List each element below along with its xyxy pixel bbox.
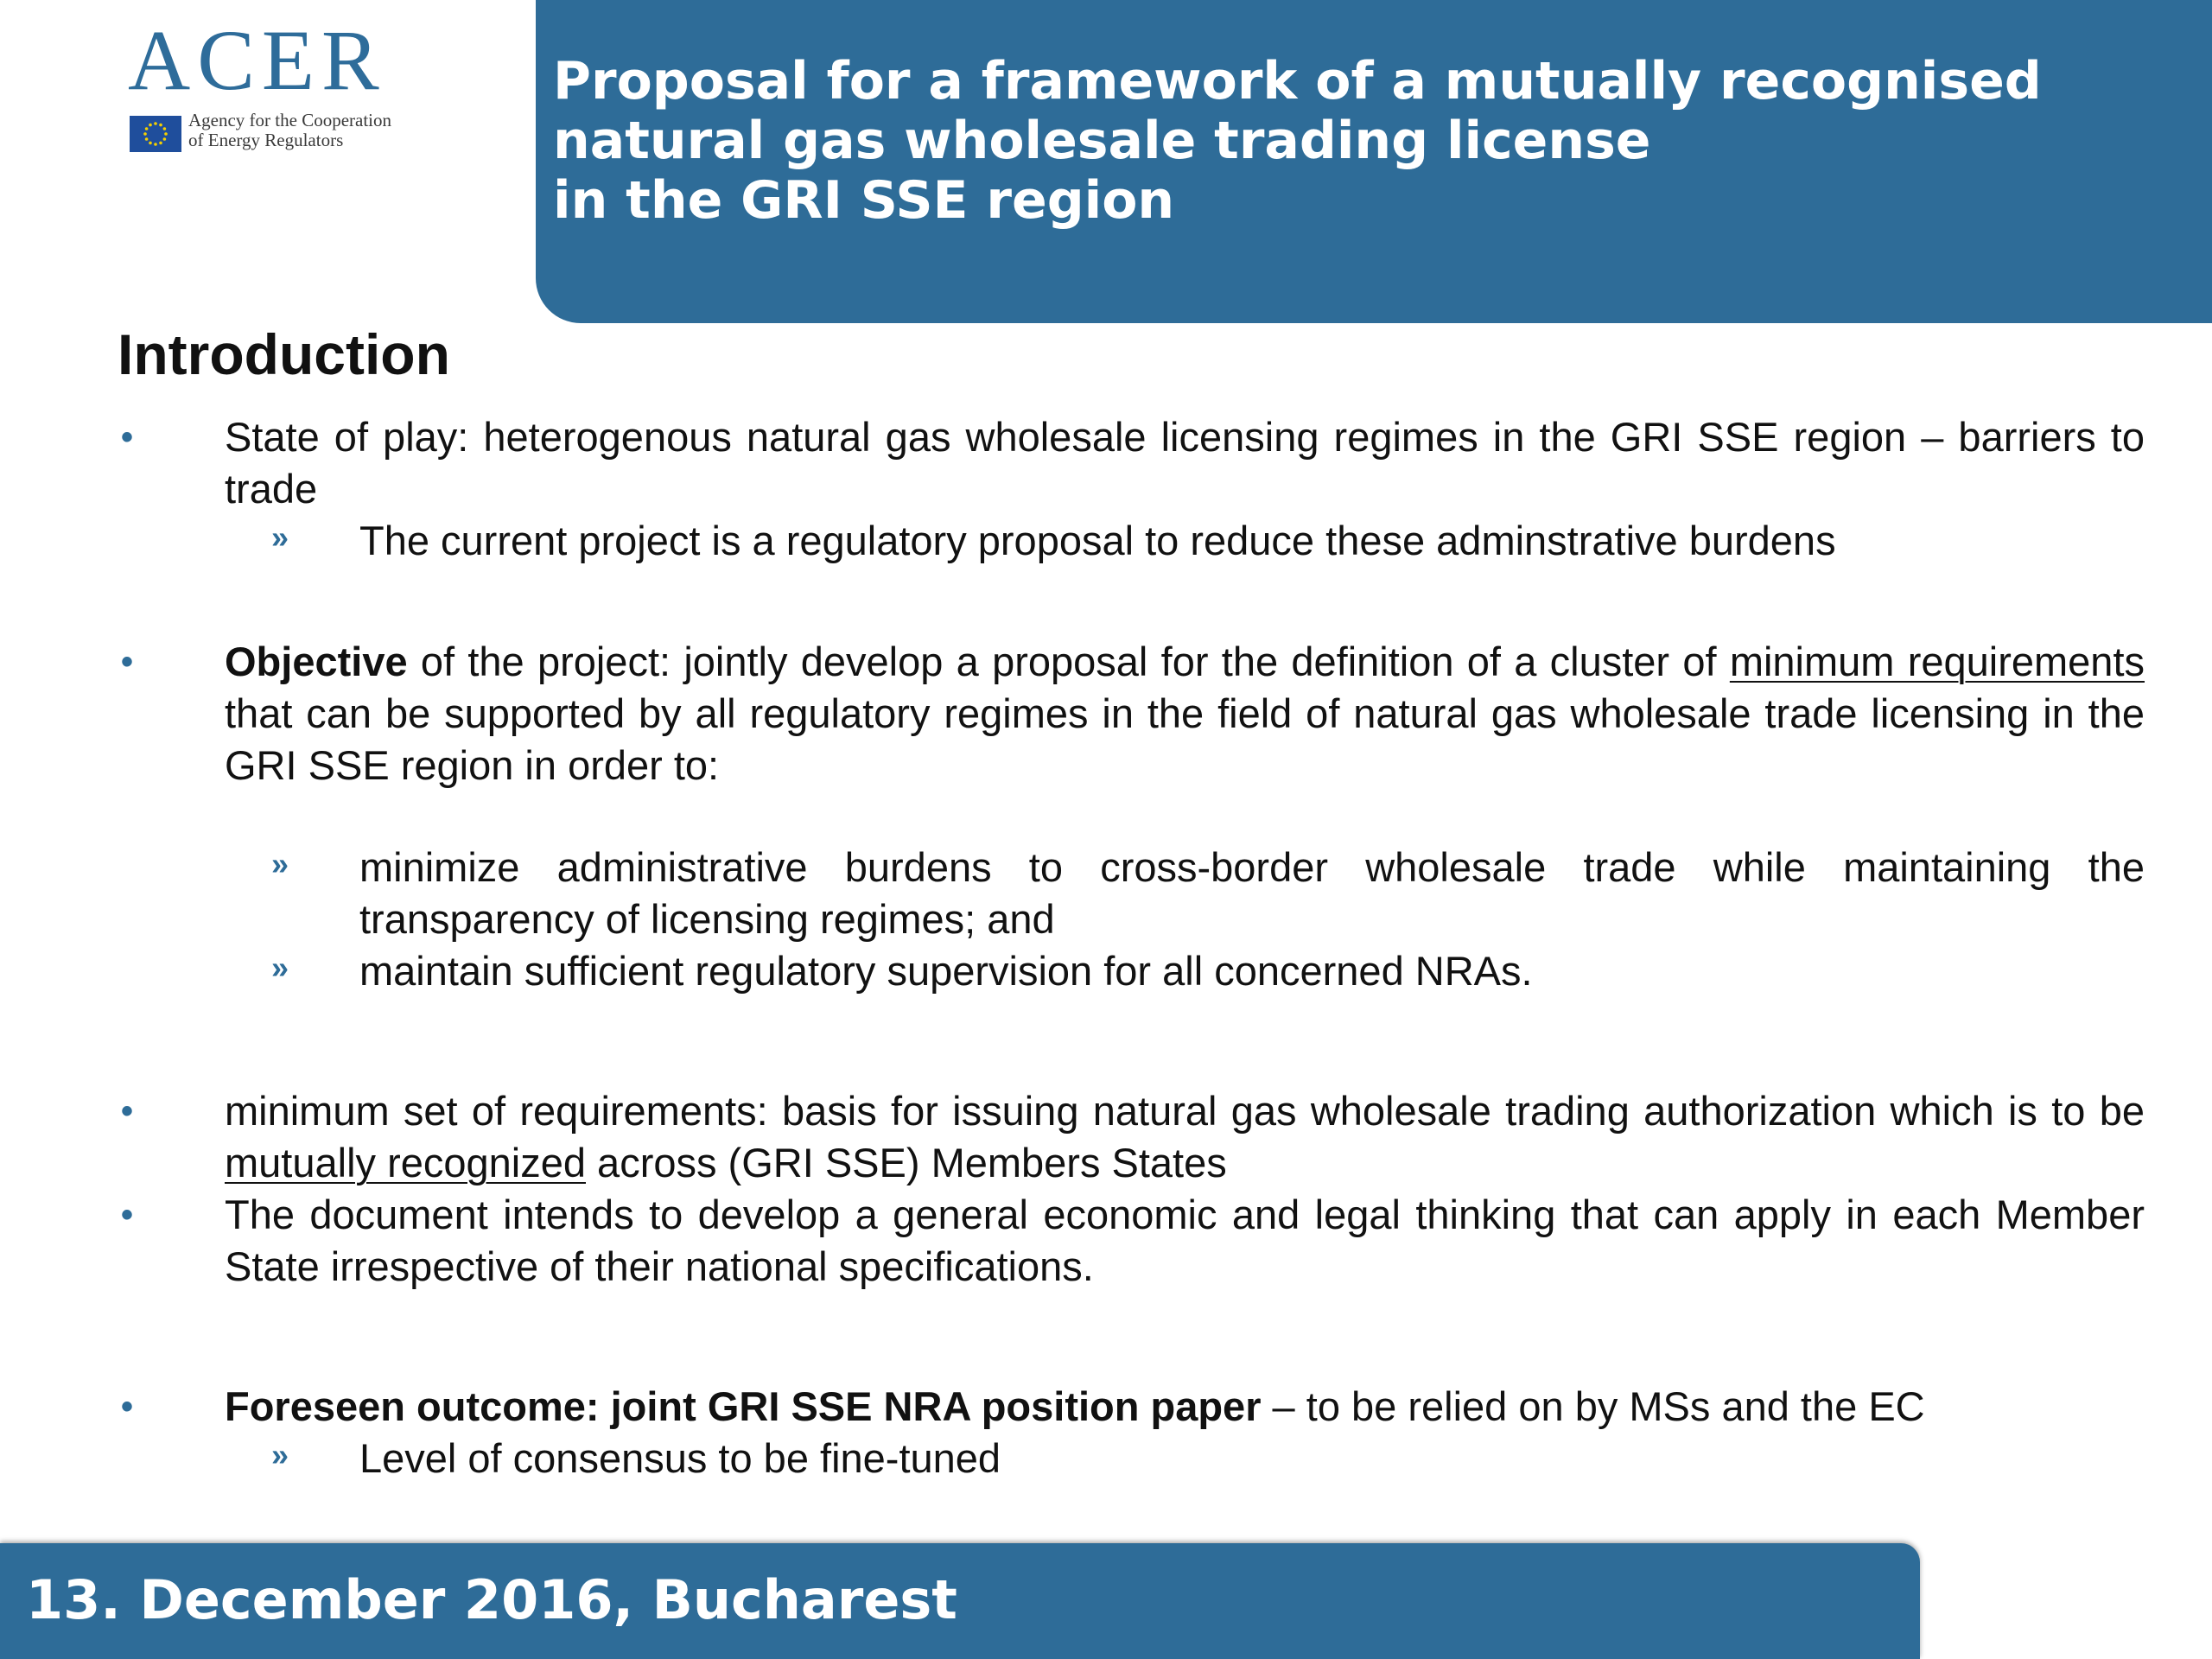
sub-bullet-maintain-supervision [271, 945, 2145, 997]
objective-label: Objective [225, 639, 408, 684]
footer-date-location: 13. December 2016, Bucharest [26, 1568, 957, 1631]
minimum-set-text-end: across (GRI SSE) Members States [586, 1140, 1227, 1185]
double-chevron-icon: » [271, 846, 289, 881]
title-line-3: in the GRI SSE region [553, 170, 1175, 231]
objective-text-mid: of the project: jointly develop a proposal for the definition of a cluster of [407, 639, 1730, 684]
logo-subtitle-line2: of Energy Regulators [188, 130, 344, 150]
bullet-document-intends [121, 1189, 2145, 1293]
foreseen-outcome-label: Foreseen outcome: joint GRI SSE NRA position paper [225, 1383, 1262, 1429]
minimum-set-text-start: minimum set of requirements: basis for issuing natural gas wholesale trading authorization which is to be [225, 1088, 2145, 1134]
mutually-recognized-underlined: mutually recognized [225, 1140, 586, 1185]
title-line-1: Proposal for a framework of a mutually recognised [553, 51, 2042, 111]
bullet-minimum-set [121, 1085, 2145, 1189]
bullet-dot-icon: • [121, 1092, 134, 1130]
sub-bullet-current-project [271, 515, 2145, 567]
bullet-dot-icon: • [121, 1388, 134, 1426]
foreseen-outcome-text: – to be relied on by MSs and the EC [1261, 1383, 1925, 1429]
logo-wordmark: ACER [128, 12, 386, 108]
acer-logo [128, 12, 439, 150]
bullet-dot-icon: • [121, 643, 134, 681]
minimum-requirements-underlined: minimum requirements [1729, 639, 2145, 684]
bullet-state-of-play [121, 411, 2145, 515]
double-chevron-icon: » [271, 1437, 289, 1472]
bullet-dot-icon: • [121, 418, 134, 456]
section-heading: Introduction [118, 322, 450, 386]
sub-bullet-text: minimize administrative burdens to cross-border wholesale trade while maintaining the transparency of licensing regimes; and [359, 844, 2145, 942]
bullet-text: State of play: heterogenous natural gas wholesale licensing regimes in the GRI SSE region – barriers to trade [225, 414, 2145, 512]
slide-title [553, 52, 2195, 231]
objective-text-end: that can be supported by all regulatory regimes in the field of natural gas wholesale trade licensing in the GRI SSE region in order to: [225, 690, 2145, 788]
double-chevron-icon: » [271, 950, 289, 985]
footer-banner [0, 1543, 1920, 1659]
title-banner [536, 0, 2212, 323]
sub-bullet-minimize-burdens [271, 842, 2145, 945]
sub-bullet-text: maintain sufficient regulatory supervision for all concerned NRAs. [359, 948, 1533, 994]
eu-flag-icon [130, 116, 181, 152]
bullet-dot-icon: • [121, 1196, 134, 1234]
sub-bullet-text: Level of consensus to be fine-tuned [359, 1435, 1001, 1481]
sub-bullet-consensus [271, 1433, 2145, 1484]
sub-bullet-text: The current project is a regulatory proposal to reduce these adminstrative burdens [359, 518, 1836, 563]
title-line-2: natural gas wholesale trading license [553, 111, 1651, 171]
bullet-foreseen-outcome [121, 1381, 2145, 1433]
bullet-text: The document intends to develop a general economic and legal thinking that can apply in each Member State irrespective of their national specifications. [225, 1192, 2145, 1289]
logo-subtitle-line1: Agency for the Cooperation [188, 110, 392, 130]
double-chevron-icon: » [271, 519, 289, 555]
logo-subtitle [188, 111, 391, 150]
bullet-objective [121, 636, 2145, 791]
